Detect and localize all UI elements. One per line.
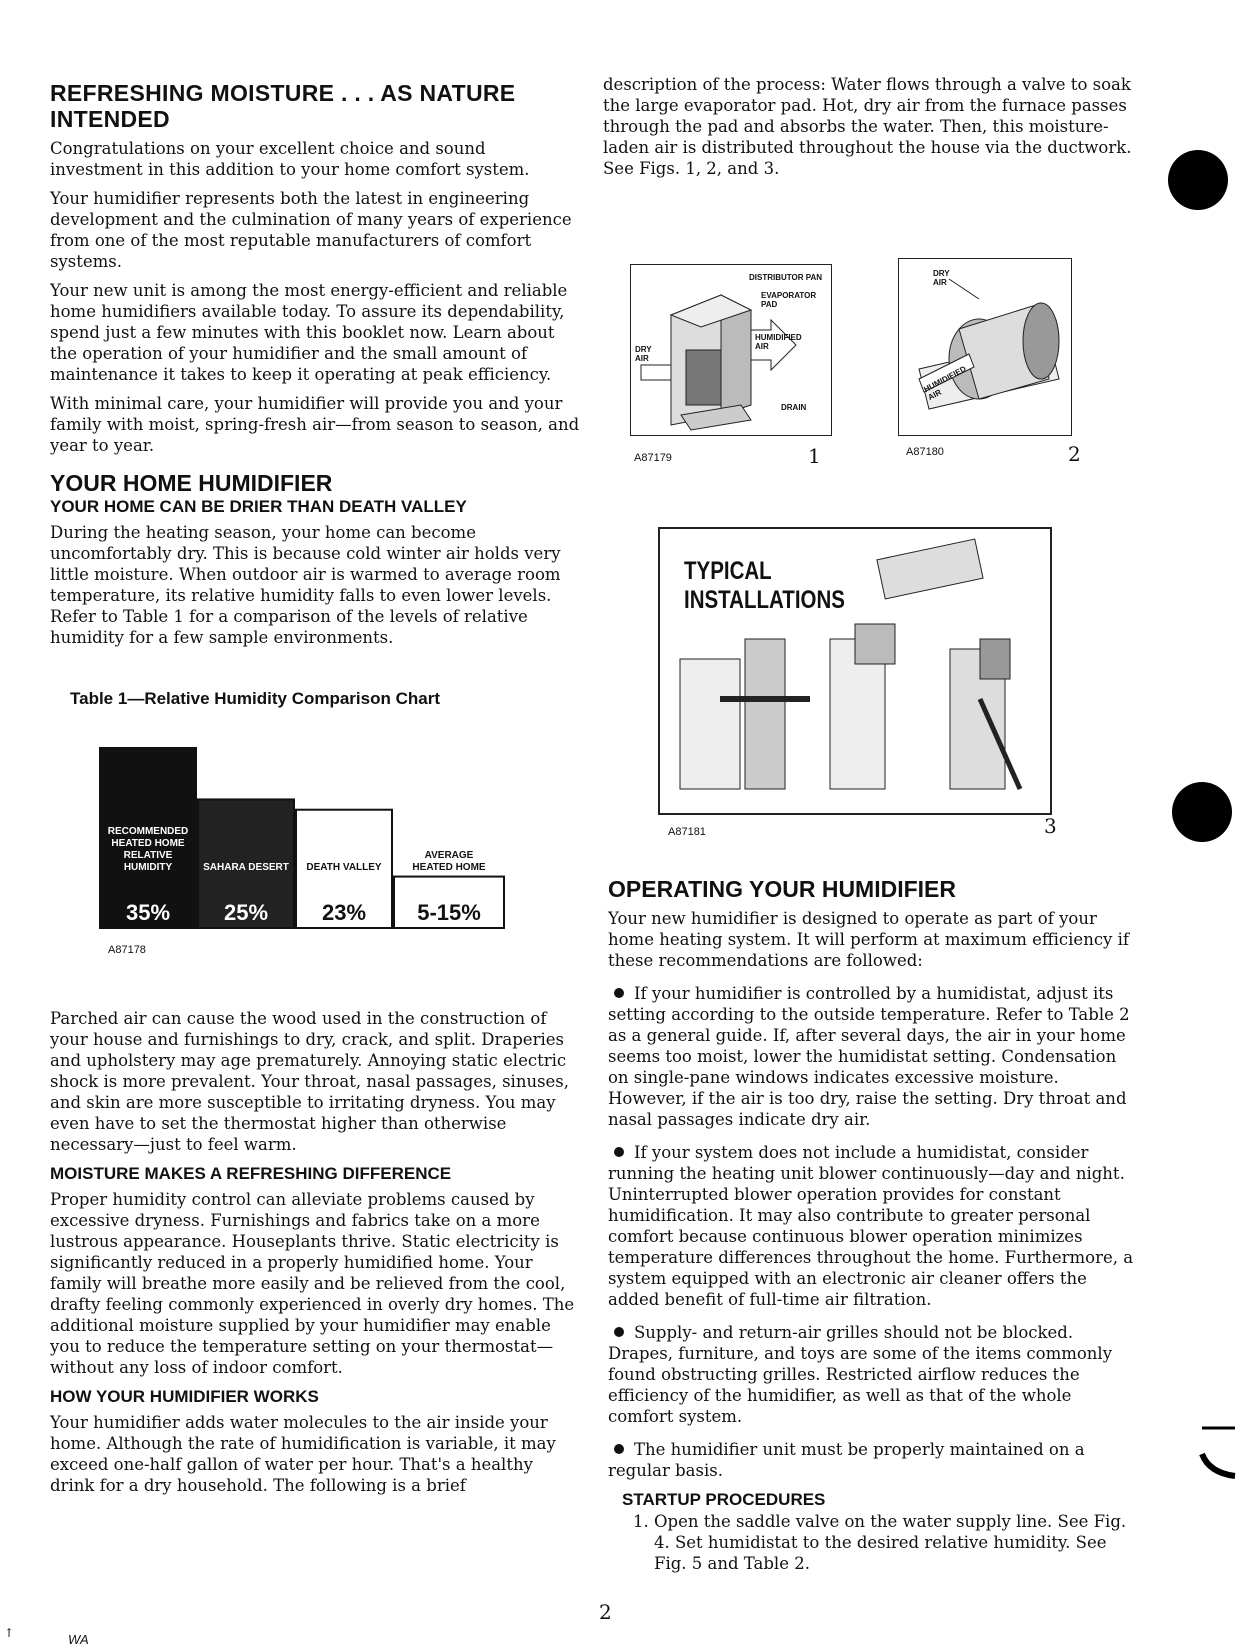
subheading-moisture: MOISTURE MAKES A REFRESHING DIFFERENCE (50, 1164, 452, 1183)
figure-2-id: A87180 (906, 446, 944, 458)
category-label: RECOMMENDED HEATED HOME RELATIVE HUMIDITY (107, 826, 189, 873)
bullet-item (608, 1322, 1140, 1427)
left-column (50, 80, 580, 1504)
bullet-icon (614, 1444, 624, 1454)
figure-3-number: 3 (1044, 814, 1057, 838)
paragraph: Proper humidity control can alleviate problems caused by excessive dryness. Furnishings and fabrics take on a more lustrous appearance. Houseplants thrive. Static electricity is significantly reduced in a properly humidified home. Your family will breathe more easily and be relieved from the cool, drafty feeling commonly experienced in overly dry homes. The additional moisture supplied by your humidifier may enable you to reduce the temperature setting on your thermostat—without any loss of indoor comfort. (50, 1190, 575, 1377)
category-label: AVERAGE HEATED HOME (412, 850, 486, 873)
paragraph: Parched air can cause the wood used in the construction of your house and furnishings to dry, crack, and split. Draperies and upholstery may age prematurely. Annoying static electric shock is more prevalent. Your throat, nasal passages, sinuses, and skin are more susceptible to irritating dryness. You may even have to set the thermostat higher than otherwise necessary—just to feel warm. (50, 1009, 570, 1154)
paragraph: Your new humidifier is designed to operate as part of your home heating system. It will perform at maximum efficiency if these recommendations are followed: (608, 909, 1130, 970)
category-label: SAHARA DESERT (203, 862, 289, 873)
category-label: DEATH VALLEY (306, 862, 382, 873)
paragraph: During the heating season, your home can become uncomfortably dry. This is because cold winter air holds very little moisture. When outdoor air is warmed to average room temperature, its relative humidity falls to even lower levels. Refer to Table 1 for a comparison of the levels of relative humidity for a few sample environments. (50, 523, 561, 647)
label-humidified-air: HUMIDIFIED AIR (922, 364, 968, 403)
value-label: 25% (223, 900, 269, 925)
arrow-mark-icon: ↑ (4, 1626, 15, 1640)
startup-step: 1. Open the saddle valve on the water supply line. See Fig. 4. Set humidistat to the desired relative humidity. See Fig. 5 and Table 2. (654, 1511, 1140, 1574)
paragraph: Your humidifier represents both the latest in engineering development and the culmination of many years of experience from one of the most reputable manufacturers of comfort systems. (50, 189, 572, 271)
corner-mark-icon (1197, 1422, 1237, 1482)
bullet-item (608, 1142, 1140, 1310)
bullet-item (608, 983, 1140, 1130)
paragraph: Congratulations on your excellent choice and sound investment in this addition to your home comfort system. (50, 139, 530, 179)
label-distributor: DISTRIBUTOR PAN (749, 273, 823, 282)
drum-humidifier-drawing (899, 259, 1071, 435)
heading-operating: OPERATING YOUR HUMIDIFIER (608, 876, 956, 902)
bullet-icon (614, 1147, 624, 1157)
label-dry-air: DRY AIR (635, 345, 652, 363)
label-dry-air: DRY AIR (933, 269, 950, 287)
paragraph: description of the process: Water flows through a valve to soak the large evaporator pad. Hot, dry air from the furnace passes through the pad and absorbs the water. Then, this moisture-laden air is distributed throughout the house via the ductwork. See Figs. 1, 2, and 3. (603, 75, 1132, 178)
operating-section (608, 876, 1140, 1574)
figure-1 (630, 264, 832, 436)
subheading-how-works: HOW YOUR HUMIDIFIER WORKS (50, 1387, 319, 1406)
humidity-chart (90, 736, 530, 956)
bullet-text: Supply- and return-air grilles should not be blocked. Drapes, furniture, and toys are some of the items commonly found obstructing grilles. Restricted airflow reduces the efficiency of the humidifier, as well as that of the whole comfort system. (608, 1323, 1113, 1426)
punch-hole-bottom (1172, 782, 1232, 842)
heading-your-home-humidifier: YOUR HOME HUMIDIFIER (50, 470, 333, 496)
paragraph: Your new unit is among the most energy-efficient and reliable home humidifiers available today. To assure its dependability, spend just a few minutes with this booklet now. Learn about the operation of your humidifier and the small amount of maintenance it takes to keep it operating at peak efficiency. (50, 281, 568, 384)
bullet-item (608, 1439, 1140, 1481)
value-label: 35% (125, 900, 171, 925)
subheading-startup: STARTUP PROCEDURES (622, 1490, 826, 1509)
installations-drawing (660, 529, 1050, 813)
heading-refreshing: REFRESHING MOISTURE . . . AS NATURE INTENDED (50, 80, 516, 132)
footer-code: WA (68, 1632, 89, 1647)
paragraph: Your humidifier adds water molecules to the air inside your home. Although the rate of humidification is variable, it may exceed one-half gallon of water per hour. That's a healthy drink for a dry household. The following is a brief (50, 1413, 556, 1495)
paragraph: With minimal care, your humidifier will provide you and your family with moist, spring-fresh air—from season to season, and year to year. (50, 394, 580, 455)
bullet-text: If your humidifier is controlled by a humidistat, adjust its setting according to the outside temperature. Refer to Table 2 as a general guide. If, after several days, the air in your home seems too moist, lower the humidistat setting. Condensation on single-pane windows indicates excessive moisture. However, if the air is too dry, raise the setting. Dry throat and nasal passages indicate dry air. (608, 984, 1130, 1129)
figure-2 (898, 258, 1072, 436)
figure-3-id: A87181 (668, 826, 706, 838)
figure-id: A87178 (108, 944, 146, 956)
punch-hole-top (1168, 150, 1228, 210)
figure-1-number: 1 (808, 444, 821, 468)
page-number: 2 (599, 1600, 612, 1624)
subheading-drier: YOUR HOME CAN BE DRIER THAN DEATH VALLEY (50, 497, 467, 516)
label-evaporator: EVAPORATOR PAD (761, 291, 817, 309)
bullet-icon (614, 1327, 624, 1337)
bullet-text: If your system does not include a humidistat, consider running the heating unit blower continuously—day and night. Uninterrupted blower operation provides for constant humidification. It may also contribute to greater personal comfort because continuous blower operation minimizes temperature differences throughout the home. Furthermore, a system equipped with an electronic air cleaner offers the added benefit of full-time air filtration. (608, 1143, 1134, 1309)
label-drain: DRAIN (781, 403, 807, 412)
bullet-text: The humidifier unit must be properly maintained on a regular basis. (608, 1440, 1085, 1480)
figure-3-title: TYPICAL INSTALLATIONS (684, 557, 845, 614)
figure-1-id: A87179 (634, 452, 672, 464)
figure-2-number: 2 (1068, 442, 1081, 466)
value-label: 23% (321, 900, 367, 925)
label-humidified-air: HUMIDIFIED AIR (755, 333, 802, 351)
right-column (603, 72, 1143, 187)
startup-list (622, 1511, 1140, 1574)
figure-3 (658, 527, 1052, 815)
humidity-chart-svg (90, 736, 530, 956)
table-title: Table 1—Relative Humidity Comparison Chart (70, 689, 440, 708)
value-label: 5-15% (417, 900, 481, 925)
bullet-icon (614, 988, 624, 998)
